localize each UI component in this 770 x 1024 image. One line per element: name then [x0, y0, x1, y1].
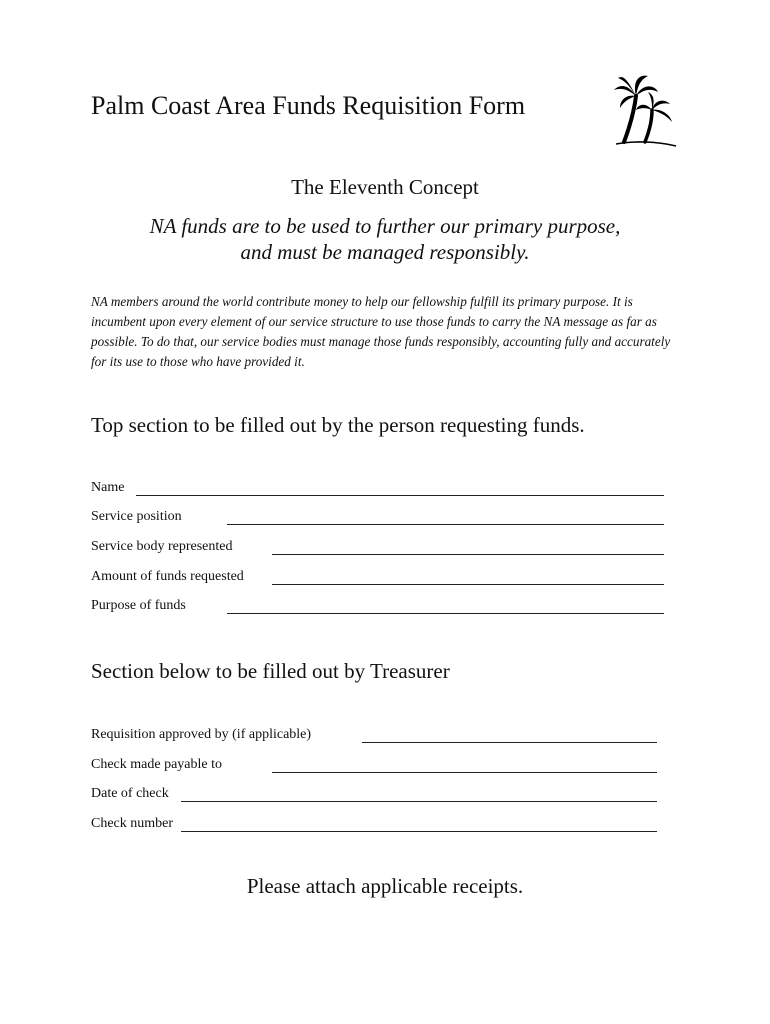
- approved-by-field[interactable]: [91, 727, 657, 749]
- name-line[interactable]: [136, 495, 664, 496]
- payable-to-label: Check made payable to: [91, 757, 223, 772]
- payable-to-field[interactable]: [91, 757, 657, 779]
- receipts-note: Please attach applicable receipts.: [246, 874, 524, 898]
- name-label: Name: [91, 480, 125, 495]
- concept-paragraph: NA members around the world contribute money to help our fellowship fulfill its primary purpose. It is incumbent upon every element of our service structure to use those funds to carry the NA message as far as possible. To do that, our service bodies must manage those funds responsibly, accounting fully and accurately for its use to those who have provided it.: [91, 294, 671, 369]
- service-position-field[interactable]: [91, 509, 664, 531]
- service-body-line[interactable]: [272, 554, 664, 555]
- check-number-line[interactable]: [181, 831, 657, 832]
- check-number-field[interactable]: [91, 816, 657, 838]
- check-date-label: Date of check: [91, 786, 169, 801]
- form-title: Palm Coast Area Funds Requisition Form: [91, 91, 526, 120]
- purpose-line[interactable]: [227, 613, 664, 614]
- purpose-field[interactable]: [91, 598, 664, 620]
- name-field[interactable]: [91, 480, 664, 502]
- concept-tagline-line-1: NA funds are to be used to further our primary purpose,: [149, 214, 621, 238]
- concept-heading: The Eleventh Concept: [291, 175, 479, 199]
- check-date-field[interactable]: [91, 786, 657, 808]
- check-date-line[interactable]: [181, 801, 657, 802]
- payable-to-line[interactable]: [272, 772, 657, 773]
- amount-requested-line[interactable]: [272, 584, 664, 585]
- service-body-field[interactable]: [91, 539, 664, 561]
- service-position-label: Service position: [91, 509, 182, 524]
- approved-by-label: Requisition approved by (if applicable): [91, 727, 312, 742]
- service-body-label: Service body represented: [91, 539, 233, 554]
- amount-requested-field[interactable]: [91, 569, 664, 591]
- service-position-line[interactable]: [227, 524, 664, 525]
- palm-tree-icon: [612, 70, 682, 150]
- approved-by-line[interactable]: [362, 742, 657, 743]
- requester-section-heading: Top section to be filled out by the person requesting funds.: [91, 413, 585, 437]
- check-number-label: Check number: [91, 816, 174, 831]
- concept-tagline-line-2: and must be managed responsibly.: [240, 240, 530, 264]
- treasurer-section-heading: Section below to be filled out by Treasurer: [91, 659, 450, 683]
- amount-requested-label: Amount of funds requested: [91, 569, 244, 584]
- purpose-label: Purpose of funds: [91, 598, 186, 613]
